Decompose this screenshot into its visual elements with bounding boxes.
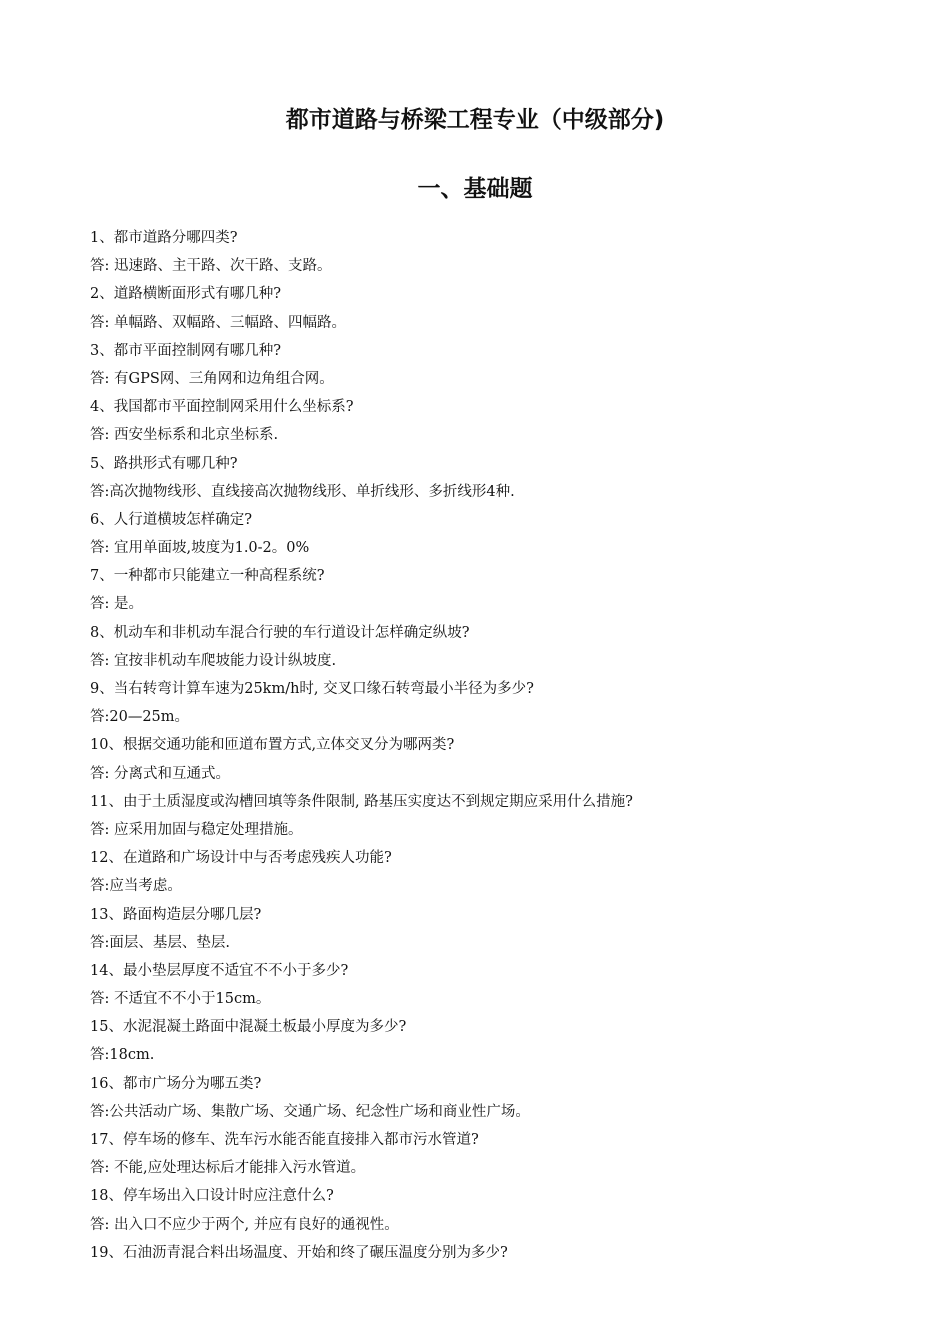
question-line: 18、停车场出入口设计时应注意什么?	[90, 1188, 334, 1205]
answer-line: 答: 不适宜不不小于15cm。	[90, 991, 271, 1008]
qa-list	[90, 224, 910, 1267]
answer-line: 答: 有GPS网、三角网和边角组合网。	[90, 370, 334, 387]
question-line: 4、我国都市平面控制网采用什么坐标系?	[90, 399, 354, 416]
answer-line: 答:18cm.	[90, 1047, 155, 1064]
question-line: 14、最小垫层厚度不适宜不不小于多少?	[90, 962, 349, 979]
question-line: 9、当右转弯计算车速为25km/h时, 交叉口缘石转弯最小半径为多少?	[90, 681, 534, 697]
answer-line: 答: 分离式和互通式。	[90, 765, 230, 782]
question-line: 11、由于土质湿度或沟槽回填等条件限制, 路基压实度达不到规定期应采用什么措施?	[90, 793, 633, 810]
question-line: 6、人行道横坡怎样确定?	[90, 511, 252, 528]
answer-line: 答: 宜按非机动车爬坡能力设计纵坡度.	[90, 652, 337, 669]
answer-line: 答: 单幅路、双幅路、三幅路、四幅路。	[90, 314, 346, 331]
question-line: 10、根据交通功能和匝道布置方式,立体交叉分为哪两类?	[90, 737, 455, 754]
question-line: 15、水泥混凝土路面中混凝土板最小厚度为多少?	[90, 1019, 407, 1036]
answer-line: 答: 不能,应处理达标后才能排入污水管道。	[90, 1160, 366, 1177]
answer-line: 答:公共活动广场、集散广场、交通广场、纪念性广场和商业性广场。	[90, 1103, 530, 1120]
question-line: 2、道路横断面形式有哪几种?	[90, 286, 281, 303]
answer-line: 答:面层、基层、垫层.	[90, 934, 230, 951]
answer-line: 答: 宜用单面坡,坡度为1.0-2。0%	[90, 540, 310, 557]
question-line: 13、路面构造层分哪几层?	[90, 906, 262, 923]
question-line: 5、路拱形式有哪几种?	[90, 455, 238, 472]
question-line: 12、在道路和广场设计中与否考虑残疾人功能?	[90, 850, 392, 867]
answer-line: 答: 是。	[90, 596, 143, 613]
question-line: 3、都市平面控制网有哪几种?	[90, 342, 281, 359]
answer-line: 答:高次抛物线形、直线接高次抛物线形、单折线形、多折线形4种.	[90, 483, 515, 500]
question-line: 16、都市广场分为哪五类?	[90, 1075, 262, 1092]
answer-line: 答:应当考虑。	[90, 878, 182, 895]
question-line: 19、石油沥青混合料出场温度、开始和终了碾压温度分别为多少?	[90, 1244, 508, 1261]
answer-line: 答: 西安坐标系和北京坐标系.	[90, 427, 279, 444]
question-line: 7、一种都市只能建立一种高程系统?	[90, 568, 325, 585]
answer-line: 答: 应采用加固与稳定处理措施。	[90, 821, 303, 838]
answer-line: 答: 出入口不应少于两个, 并应有良好的通视性。	[90, 1216, 399, 1233]
question-line: 8、机动车和非机动车混合行驶的车行道设计怎样确定纵坡?	[90, 624, 470, 641]
answer-line: 答:20—25m。	[90, 709, 190, 726]
answer-line: 答: 迅速路、主干路、次干路、支路。	[90, 258, 332, 275]
question-line: 1、都市道路分哪四类?	[90, 230, 238, 246]
document-title: 都市道路与桥梁工程专业（中级部分)	[285, 107, 665, 133]
section-title: 一、基础题	[417, 176, 533, 202]
question-line: 17、停车场的修车、洗车污水能否能直接排入都市污水管道?	[90, 1132, 479, 1148]
